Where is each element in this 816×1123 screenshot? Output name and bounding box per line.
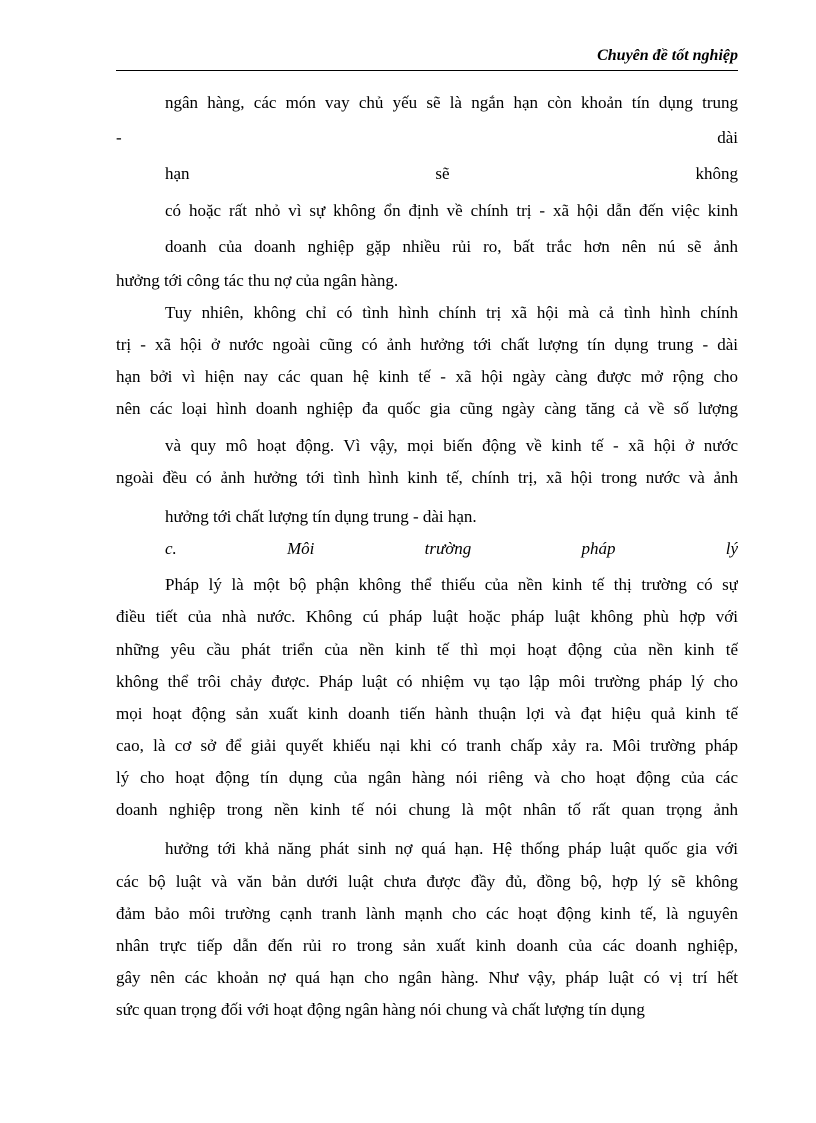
text-line: cao, là cơ sở để giải quyết khiếu nại khi có tranh chấp xảy ra. Môi trường pháp [116, 736, 738, 755]
text-line: ngân hàng, các món vay chủ yếu sẽ là ngắn hạn còn khoản tín dụng trung [165, 93, 738, 112]
text-line: Tuy nhiên, không chỉ có tình hình chính trị xã hội mà cả tình hình chính [165, 303, 738, 322]
text-line: và quy mô hoạt động. Vì vậy, mọi biến động về kinh tế - xã hội ở nước [165, 436, 738, 455]
text-line: trị - xã hội ở nước ngoài cũng có ảnh hưởng tới chất lượng tín dụng trung - dài [116, 335, 738, 354]
text-line: hưởng tới công tác thu nợ của ngân hàng. [116, 271, 399, 290]
text-line: doanh của doanh nghiệp gặp nhiều rủi ro, bất trắc hơn nên nú sẽ ảnh [165, 237, 738, 256]
text-line: ngoài đều có ảnh hưởng tới tình hình kinh tế, chính trị, xã hội trong nước và ảnh [116, 468, 738, 487]
text-line: có hoặc rất nhỏ vì sự không ổn định về chính trị - xã hội dẫn đến việc kinh [165, 201, 738, 220]
text-line: mọi hoạt động sản xuất kinh doanh tiến hành thuận lợi và đạt hiệu quả kinh tế [116, 704, 738, 723]
text-line: nhân trực tiếp dẫn đến rủi ro trong sản xuất kinh doanh của các doanh nghiệp, [116, 936, 738, 955]
text-line: hưởng tới khả năng phát sinh nợ quá hạn. Hệ thống pháp luật quốc gia với [165, 839, 738, 858]
text-line: gây nên các khoản nợ quá hạn cho ngân hàng. Như vậy, pháp luật có vị trí hết [116, 968, 738, 987]
text-line: các bộ luật và văn bản dưới luật chưa được đầy đủ, đồng bộ, hợp lý sẽ không [116, 872, 738, 891]
text-line: hưởng tới chất lượng tín dụng trung - dài hạn. [165, 507, 477, 526]
page-header [116, 46, 738, 71]
section-heading: c. Môi trường pháp lý [165, 539, 738, 558]
text-line: dài [717, 128, 738, 147]
text-line: hạn bởi vì hiện nay các quan hệ kinh tế - xã hội ngày càng được mở rộng cho [116, 367, 738, 386]
text-line: nên các loại hình doanh nghiệp đa quốc gia cũng ngày càng tăng cả về số lượng [116, 399, 738, 418]
text-line: sức quan trọng đối với hoạt động ngân hàng nói chung và chất lượng tín dụng [116, 1000, 645, 1019]
header-title: Chuyên đề tốt nghiệp [597, 47, 738, 64]
text-line: điều tiết của nhà nước. Không cú pháp luật hoặc pháp luật không phù hợp với [116, 607, 738, 626]
text-line: không thể trôi chảy được. Pháp luật có nhiệm vụ tạo lập môi trường pháp lý cho [116, 672, 738, 691]
text-line: hạn sẽ không [165, 164, 738, 183]
text-line: doanh nghiệp trong nền kinh tế nói chung là một nhân tố rất quan trọng ảnh [116, 800, 738, 819]
text-line: những yêu cầu phát triển của nền kinh tế thì mọi hoạt động của nền kinh tế [116, 640, 738, 659]
text-line: - [116, 128, 122, 147]
text-line: lý cho hoạt động tín dụng của ngân hàng nói riêng và cho hoạt động của các [116, 768, 738, 787]
text-line: Pháp lý là một bộ phận không thể thiếu của nền kinh tế thị trường có sự [165, 575, 738, 594]
text-line: đảm bảo môi trường cạnh tranh lành mạnh cho các hoạt động kinh tế, là nguyên [116, 904, 738, 923]
